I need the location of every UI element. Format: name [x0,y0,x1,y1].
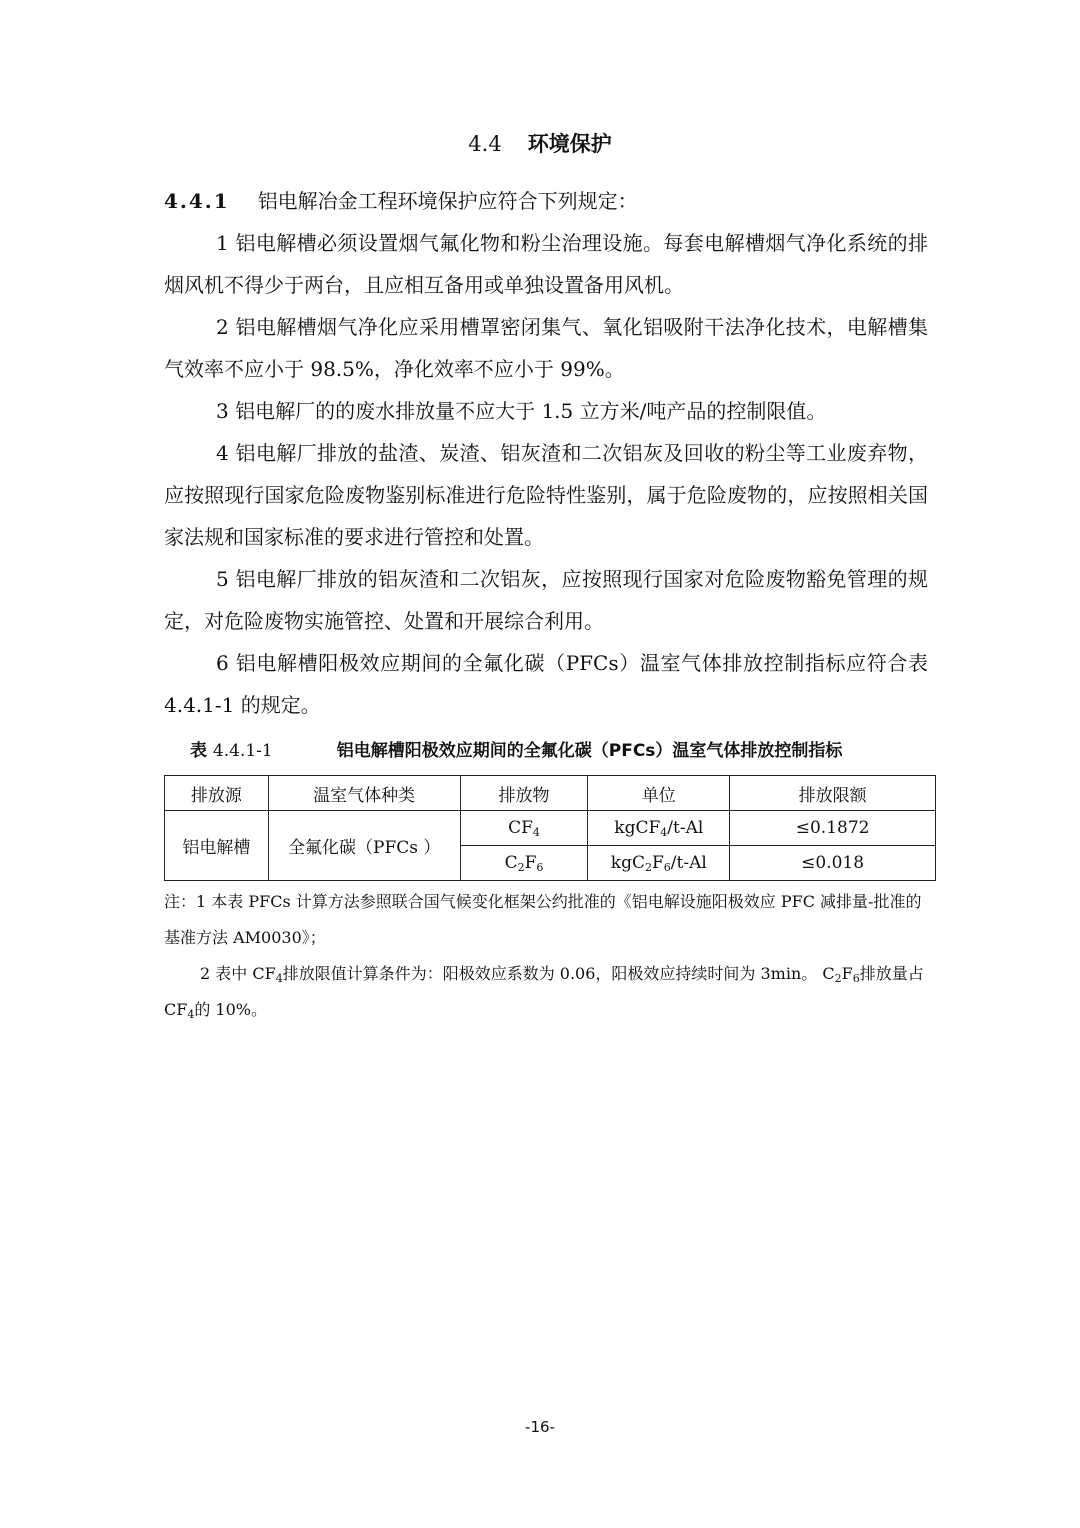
table-title: 铝电解槽阳极效应期间的全氟化碳（PFCs）温室气体排放控制指标 [336,741,843,761]
clause-items [164,222,928,726]
header-gas-type: 温室气体种类 [268,776,460,811]
section-number: 4.4 [468,132,502,156]
clause [164,180,928,222]
clause-item-2: 2 铝电解槽烟气净化应采用槽罩密闭集气、氧化铝吸附干法净化技术，电解槽集气效率不应小于 98.5%，净化效率不应小于 99%。 [164,315,928,381]
cell-limit: ≤0.018 [730,846,936,881]
cell-source: 铝电解槽 [165,811,269,881]
clause-item-6: 6 铝电解槽阳极效应期间的全氟化碳（PFCs）温室气体排放控制指标应符合表 4.4.1-1 的规定。 [164,651,928,717]
table-row [165,811,936,846]
emission-limits-table [164,775,936,881]
cell-emission: $C_2F_6$ [460,846,588,881]
table-notes [164,884,930,1028]
table-header-row [165,776,936,811]
cell-unit: kgCF$_4$/t-Al [588,811,730,846]
header-emission: 排放物 [460,776,588,811]
table-label: 表 [190,741,207,761]
cell-unit: $kgC_2F_6/t-Al$ [588,846,730,881]
clause-item-3: 3 铝电解厂的的废水排放量不应大于 1.5 立方米/吨产品的控制限值。 [216,399,827,423]
clause-number: 4.4.1 [164,189,230,213]
section-title: 环境保护 [527,132,612,156]
page-number: -16- [525,1418,555,1436]
clause-item-1: 1 铝电解槽必须设置烟气氟化物和粉尘治理设施。每套电解槽烟气净化系统的排烟风机不得少于两台，且应相互备用或单独设置备用风机。 [164,231,928,297]
header-limit: 排放限额 [730,776,936,811]
table-number: 4.4.1-1 [212,741,273,761]
clause-item-4: 4 铝电解厂排放的盐渣、炭渣、铝灰渣和二次铝灰及回收的粉尘等工业废弃物，应按照现行国家危险废物鉴别标准进行危险特性鉴别，属于危险废物的，应按照相关国家法规和国家标准的要求进行管控和处置。 [164,441,928,549]
header-source: 排放源 [165,776,269,811]
table-caption [190,736,920,761]
header-unit: 单位 [588,776,730,811]
section-heading [0,128,1080,158]
clause-item-5: 5 铝电解厂排放的铝灰渣和二次铝灰，应按照现行国家对危险废物豁免管理的规定，对危险废物实施管控、处置和开展综合利用。 [164,567,928,633]
note-1: 注：1 本表 PFCs 计算方法参照联合国气候变化框架公约批准的《铝电解设施阳极效应 PFC 减排量-批准的基准方法 AM0030》； [164,892,922,947]
note-2: 2 表中 $CF_4$排放限值计算条件为：阳极效应系数为 0.06，阳极效应持续时间为 3min。 $C_2F_6$排放量占 $CF_4$的 10%。 [164,964,924,1021]
clause-text: 铝电解冶金工程环境保护应符合下列规定： [257,189,638,213]
cell-emission: $CF_4$ [460,811,588,846]
cell-limit: ≤0.1872 [730,811,936,846]
cell-gas-type: 全氟化碳（PFCs ） [268,811,460,881]
